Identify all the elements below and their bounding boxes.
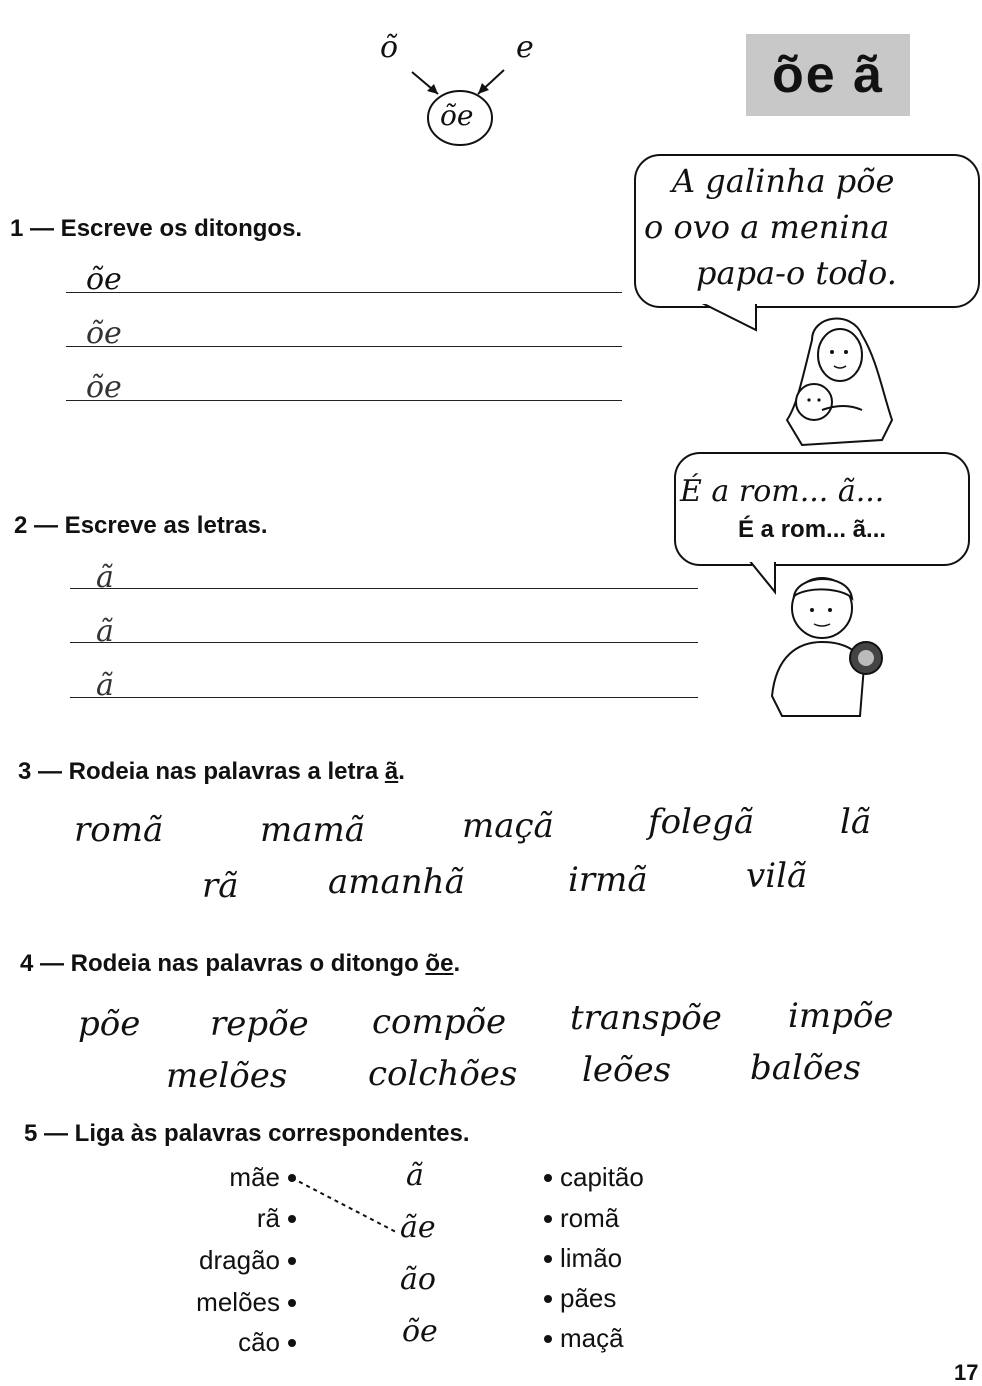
ex4-word-transpõe[interactable]: transpõe <box>570 998 722 1038</box>
ex1-writing-line-1[interactable] <box>66 292 622 293</box>
ex2-writing-line-3[interactable] <box>70 697 698 698</box>
ex4-heading-target: õe <box>425 950 454 977</box>
ex1-writing-line-2[interactable] <box>66 346 622 347</box>
ex5-middle-ão: ão <box>400 1262 436 1297</box>
ex1-guide-1: õe <box>86 262 122 297</box>
ex5-right-word: capitão <box>560 1162 644 1192</box>
bubble-1-line-3: papa-o todo. <box>696 254 897 292</box>
ex4-word-melões[interactable]: melões <box>166 1056 288 1096</box>
ex2-writing-line-1[interactable] <box>70 588 698 589</box>
ex5-left-item-1[interactable] <box>160 1162 296 1193</box>
ex5-left-word: rã <box>256 1203 280 1233</box>
ex4-word-colchões[interactable]: colchões <box>368 1054 518 1094</box>
connect-dot[interactable] <box>288 1339 296 1347</box>
ex1-guide-3: õe <box>86 370 122 405</box>
connect-dot[interactable] <box>288 1299 296 1307</box>
ex3-word-maçã[interactable]: maçã <box>462 806 554 846</box>
ex4-word-leões[interactable]: leões <box>582 1050 672 1090</box>
ex5-left-item-3[interactable] <box>160 1245 296 1276</box>
ex5-left-item-5[interactable] <box>160 1327 296 1358</box>
connect-dot[interactable] <box>544 1295 552 1303</box>
speech-bubble-2 <box>674 452 970 566</box>
diagram-letter-e: e <box>516 30 534 65</box>
ex3-word-irmã[interactable]: irmã <box>568 860 648 900</box>
ex5-right-item-3[interactable] <box>544 1243 622 1274</box>
ex3-word-rã[interactable]: rã <box>202 866 239 906</box>
ex5-left-word: cão <box>238 1327 280 1357</box>
ex5-left-word: melões <box>196 1287 280 1317</box>
ex1-writing-line-3[interactable] <box>66 400 622 401</box>
ex4-word-repõe[interactable]: repõe <box>210 1004 309 1044</box>
connect-dot[interactable] <box>544 1335 552 1343</box>
bubble-1-line-1: A galinha põe <box>672 162 895 200</box>
ex4-heading-suffix: . <box>453 950 461 977</box>
ex2-writing-line-2[interactable] <box>70 642 698 643</box>
exercise-4-heading <box>20 950 460 978</box>
ex3-word-lã[interactable]: lã <box>840 802 872 842</box>
ex3-word-folegã[interactable]: folegã <box>648 802 755 842</box>
ex5-left-word: mãe <box>229 1162 280 1192</box>
bubble-2-print: É a rom... ã... <box>738 516 887 543</box>
ex3-word-mamã[interactable]: mamã <box>260 810 366 850</box>
connect-dot[interactable] <box>544 1215 552 1223</box>
diagram-circle-text: õe <box>440 99 474 132</box>
ex1-guide-2: õe <box>86 316 122 351</box>
ex5-right-word: pães <box>560 1283 617 1313</box>
exercise-2-heading: 2 — Escreve as letras. <box>14 512 268 539</box>
connect-dot[interactable] <box>288 1257 296 1265</box>
bubble-1-line-2: o ovo a menina <box>644 208 890 246</box>
example-connection-line <box>288 1170 408 1240</box>
bubble-2-cursive: É a rom... ã... <box>680 474 885 509</box>
ex4-word-balões[interactable]: balões <box>750 1048 861 1088</box>
ex3-word-amanhã[interactable]: amanhã <box>328 862 465 902</box>
ex3-heading-target: ã <box>384 758 399 785</box>
ex4-word-põe[interactable]: põe <box>78 1004 141 1044</box>
ex3-word-vilã[interactable]: vilã <box>746 856 808 896</box>
connect-dot[interactable] <box>544 1174 552 1182</box>
connect-dot[interactable] <box>544 1255 552 1263</box>
ex2-guide-1: ã <box>96 560 114 595</box>
ex3-heading-suffix: . <box>398 758 405 785</box>
ex5-middle-õe: õe <box>402 1314 438 1349</box>
ex5-middle-ã: ã <box>406 1158 424 1193</box>
ex4-word-impõe[interactable]: impõe <box>788 996 894 1036</box>
exercise-3-heading <box>18 758 405 786</box>
page-number: 17 <box>954 1360 979 1385</box>
ex5-right-item-4[interactable] <box>544 1283 616 1314</box>
ex4-word-compõe[interactable]: compõe <box>372 1002 507 1042</box>
speech-bubble-1-tail <box>690 300 770 336</box>
ex2-guide-2: ã <box>96 614 114 649</box>
mother-baby-illustration <box>782 310 902 450</box>
ex5-left-item-2[interactable] <box>160 1203 296 1234</box>
ex5-right-item-5[interactable] <box>544 1323 624 1354</box>
ex3-word-romã[interactable]: romã <box>74 810 164 850</box>
boy-pomegranate-illustration <box>768 566 892 726</box>
exercise-1-heading: 1 — Escreve os ditongos. <box>10 215 303 242</box>
ex5-right-item-2[interactable] <box>544 1203 619 1234</box>
page-title: õe ã <box>746 34 910 116</box>
ex5-left-word: dragão <box>199 1245 280 1275</box>
ex3-heading-prefix: 3 — Rodeia nas palavras a letra <box>18 758 385 785</box>
diagram-letter-o-tilde: õ <box>380 30 399 65</box>
ex5-middle-ãe: ãe <box>400 1210 436 1245</box>
ex2-guide-3: ã <box>96 668 114 703</box>
ex5-left-item-4[interactable] <box>160 1287 296 1318</box>
ex4-heading-prefix: 4 — Rodeia nas palavras o ditongo <box>20 950 426 977</box>
ex5-right-word: romã <box>560 1203 620 1233</box>
ex5-right-word: maçã <box>560 1323 624 1353</box>
ex5-right-item-1[interactable] <box>544 1162 644 1193</box>
ex5-right-word: limão <box>560 1243 623 1273</box>
exercise-5-heading: 5 — Liga às palavras correspondentes. <box>24 1120 470 1147</box>
